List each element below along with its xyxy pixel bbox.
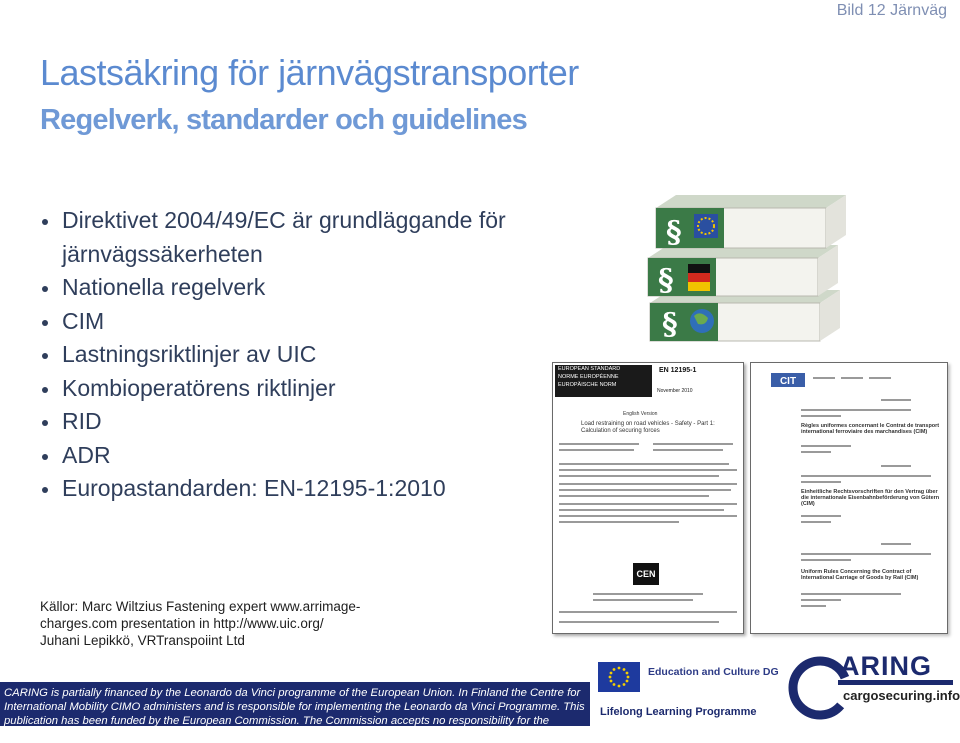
bullet-item: Europastandarden: EN-12195-1:2010 [40, 472, 560, 506]
law-books-illustration [630, 178, 850, 348]
cim-heading-en: Uniform Rules Concerning the Contract of International Carriage of Goods by Rail (CIM) [801, 569, 919, 581]
lifelong-learning-label: Lifelong Learning Programme [600, 706, 757, 718]
source-line: Källor: Marc Wiltzius Fastening expert www.arrimage- [40, 599, 361, 614]
en-header-line: EUROPEAN STANDARD [558, 366, 621, 372]
bullet-item: RID [40, 405, 560, 439]
bullet-item: CIM [40, 305, 560, 339]
cit-logo [771, 373, 805, 387]
slide-number: Bild 12 Järnväg [836, 2, 947, 19]
source-line: Juhani Lepikkö, VRTranspoiint Ltd [40, 633, 245, 648]
bullet-item: ADR [40, 439, 560, 473]
en-document-date: November 2010 [657, 388, 693, 394]
svg-text:§: § [662, 307, 678, 342]
cim-heading-de: Einheitliche Rechtsvorschriften für den Vertrag über die internationale Eisenbahnbeförderung von Gütern (CIM) [801, 489, 940, 507]
bullet-list [40, 204, 560, 506]
en-document-number: EN 12195-1 [659, 367, 697, 374]
source-line: charges.com presentation in http://www.uic.org/ [40, 616, 324, 631]
bullet-item: Kombioperatörens riktlinjer [40, 372, 560, 406]
en-document-header [555, 365, 652, 397]
cim-heading-fr: Règles uniformes concernant le Contrat de transport international ferroviaire des marchandises (CIM) [801, 423, 940, 435]
en-standard-document [552, 362, 744, 634]
education-culture-label: Education and Culture DG [648, 666, 779, 678]
cit-logo-text: CIT [779, 376, 797, 387]
eu-flag-icon [598, 662, 640, 692]
cen-logo-text: CEN [636, 569, 656, 579]
en-header-line: NORME EUROPÉENNE [558, 374, 619, 380]
bullet-item: Lastningsriktlinjer av UIC [40, 338, 560, 372]
svg-text:§: § [658, 263, 674, 298]
bullet-item: Nationella regelverk [40, 271, 560, 305]
svg-text:§: § [666, 215, 682, 250]
slide-subtitle: Regelverk, standarder och guidelines [40, 104, 527, 136]
en-document-version: English Version [623, 411, 658, 417]
cit-cim-document [750, 362, 948, 634]
bullet-item: Direktivet 2004/49/EC är grundläggande för järnvägssäkerheten [40, 204, 560, 271]
slide-title: Lastsäkring för järnvägstransporter [40, 52, 579, 93]
en-header-line: EUROPÄISCHE NORM [558, 382, 617, 388]
caring-title: ARING [840, 651, 932, 681]
sources-text [40, 598, 560, 649]
en-document-title: Load restraining on road vehicles - Safety - Part 1: Calculation of securing forces [581, 421, 715, 434]
caring-url: cargosecuring.info [843, 688, 960, 703]
cen-logo [633, 563, 659, 585]
footer-disclaimer: CARING is partially financed by the Leonardo da Vinci programme of the European Union. In Finland the Centre for International Mobility CIMO administers and is responsible for implementing the Leonardo da Vinci Programme. This publication has been funded by the European Commission. The Commission accepts no responsibility for the contents of the publication. [4, 687, 585, 742]
